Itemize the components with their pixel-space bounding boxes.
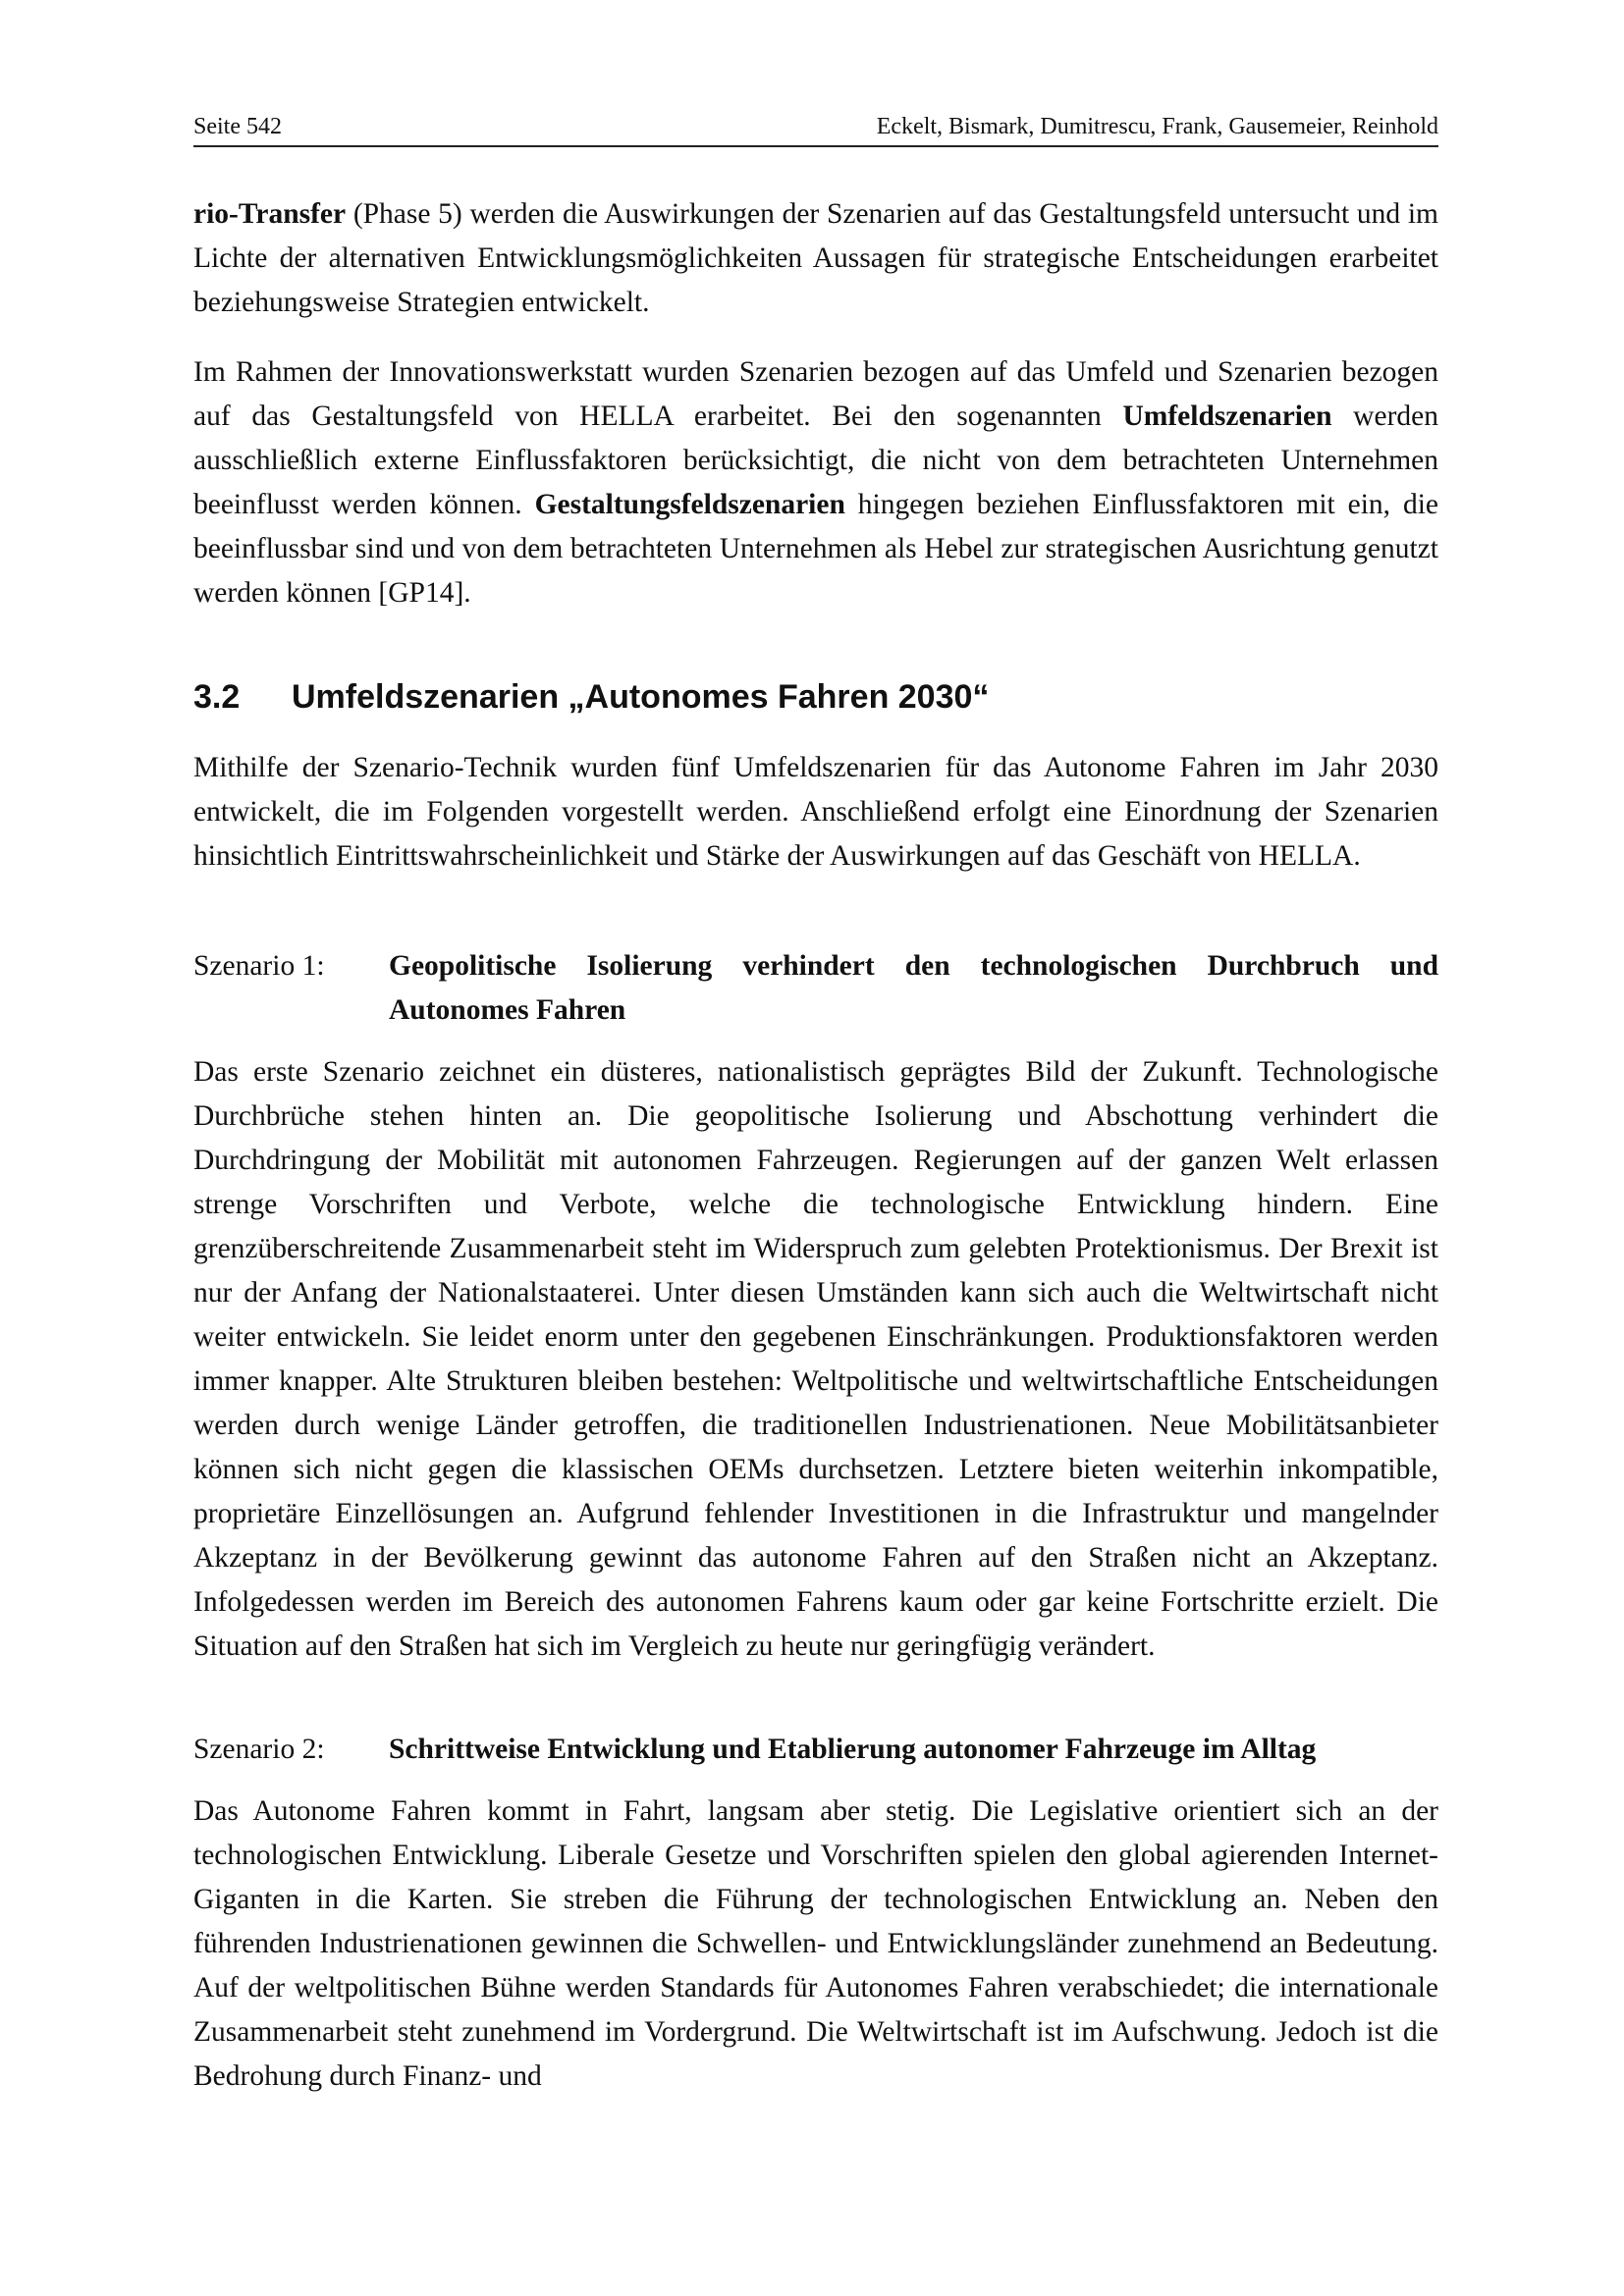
paragraph-text: (Phase 5) werden die Auswirkungen der Szenarien auf das Gestaltungsfeld untersucht und im Lichte der alternativen Entwicklungsmöglichkeiten Aussagen für strategische Entscheidungen erarbeitet beziehungsweise Strategien entwickelt. bbox=[193, 198, 1438, 318]
section-title: Umfeldszenarien „Autonomes Fahren 2030“ bbox=[292, 678, 990, 716]
section-heading bbox=[193, 677, 1438, 717]
bold-term-gestaltungsfeldszenarien: Gestaltungsfeldszenarien bbox=[534, 489, 845, 520]
bold-term-rio-transfer: rio-Transfer bbox=[193, 198, 347, 230]
scenario-2-heading bbox=[193, 1728, 1438, 1772]
paragraph-text: Im Rahmen der Innovationswerkstatt wurden Szenarien bezogen auf das Umfeld und Szenarien bezogen auf das Gestaltungsfeld von HELLA erarbeitet. Bei den sogenannten bbox=[193, 356, 1438, 432]
paragraph-text: Das erste Szenario zeichnet ein düsteres, nationalistisch geprägtes Bild der Zukunft. Technologische Durchbrüche stehen hinten an. Die geopolitische Isolierung und Abschottung verhindert die Durchdringung der Mobilität mit autonomen Fahrzeugen. Regierungen auf der ganzen Welt erlassen strenge Vorschriften und Verbote, welche die technologische Entwicklung hindern. Eine grenzüberschreitende Zusammenarbeit steht im Widerspruch zum gelebten Protektionismus. Der Brexit ist nur der Anfang der Nationalstaaterei. Unter diesen Umständen kann sich auch die Weltwirtschaft nicht weiter entwickeln. Sie leidet enorm unter den gegebenen Einschränkungen. Produktionsfaktoren werden immer knapper. Alte Strukturen bleiben bestehen: Weltpolitische und weltwirtschaftliche Entscheidungen werden durch wenige Länder getroffen, die traditionellen Industrienationen. Neue Mobilitätsanbieter können sich nicht gegen die klassischen OEMs durchsetzen. Letztere bieten weiterhin inkompatible, proprietäre Einzellösungen an. Aufgrund fehlender Investitionen in die Infrastruktur und mangelnder Akzeptanz in der Bevölkerung gewinnt das autonome Fahren auf den Straßen nicht an Akzeptanz. Infolgedessen werden im Bereich des autonomen Fahrens kaum oder gar keine Fortschritte erzielt. Die Situation auf den Straßen hat sich im Vergleich zu heute nur geringfügig verändert. bbox=[193, 1056, 1438, 1662]
paragraph-scenario-2 bbox=[193, 1789, 1438, 2099]
paragraph-text: Mithilfe der Szenario-Technik wurden fünf Umfeldszenarien für das Autonome Fahren im Jahr 2030 entwickelt, die im Folgenden vorgestellt werden. Anschließend erfolgt eine Einordnung der Szenarien hinsichtlich Eintrittswahrscheinlichkeit und Stärke der Auswirkungen auf das Geschäft von HELLA. bbox=[193, 752, 1438, 872]
paragraph-intro-scenarios bbox=[193, 746, 1438, 879]
paragraph-innovationswerkstatt bbox=[193, 350, 1438, 615]
running-header bbox=[193, 110, 1438, 147]
paragraph-text: Das Autonome Fahren kommt in Fahrt, langsam aber stetig. Die Legislative orientiert sich an der technologischen Entwicklung. Liberale Gesetze und Vorschriften spielen den global agierenden Internet-Giganten in die Karten. Sie streben die Führung der technologischen Entwicklung an. Neben den führenden Industrienationen gewinnen die Schwellen- und Entwicklungsländer zunehmend an Bedeutung. Auf der weltpolitischen Bühne werden Standards für Autonomes Fahren verabschiedet; die internationale Zusammenarbeit steht zunehmend im Vordergrund. Die Weltwirtschaft ist im Aufschwung. Jedoch ist die Bedrohung durch Finanz- und bbox=[193, 1795, 1438, 2092]
paragraph-scenario-transfer bbox=[193, 192, 1438, 325]
page-number: Seite 542 bbox=[193, 114, 282, 139]
scenario-title: Schrittweise Entwicklung und Etablierung autonomer Fahrzeuge im Alltag bbox=[389, 1734, 1317, 1765]
scenario-label: Szenario 2: bbox=[193, 1734, 325, 1765]
paragraph-text: werden ausschließlich externe Einflussfaktoren berücksichtigt, die nicht von dem betrachteten Unternehmen beeinflusst werden können. bbox=[193, 400, 1438, 520]
paragraph-text: hingegen beziehen Einflussfaktoren mit ein, die beeinflussbar sind und von dem betrachteten Unternehmen als Hebel zur strategischen Ausrichtung genutzt werden können [GP14]. bbox=[193, 489, 1438, 609]
scenario-title: Geopolitische Isolierung verhindert den technologischen Durchbruch und Autonomes Fahren bbox=[389, 950, 1438, 1026]
scenario-label: Szenario 1: bbox=[193, 950, 325, 982]
paragraph-scenario-1 bbox=[193, 1050, 1438, 1669]
section-number: 3.2 bbox=[193, 678, 241, 716]
scenario-1-heading bbox=[193, 944, 1438, 1033]
bold-term-umfeldszenarien: Umfeldszenarien bbox=[1122, 400, 1332, 432]
authors: Eckelt, Bismark, Dumitrescu, Frank, Gausemeier, Reinhold bbox=[876, 114, 1438, 139]
